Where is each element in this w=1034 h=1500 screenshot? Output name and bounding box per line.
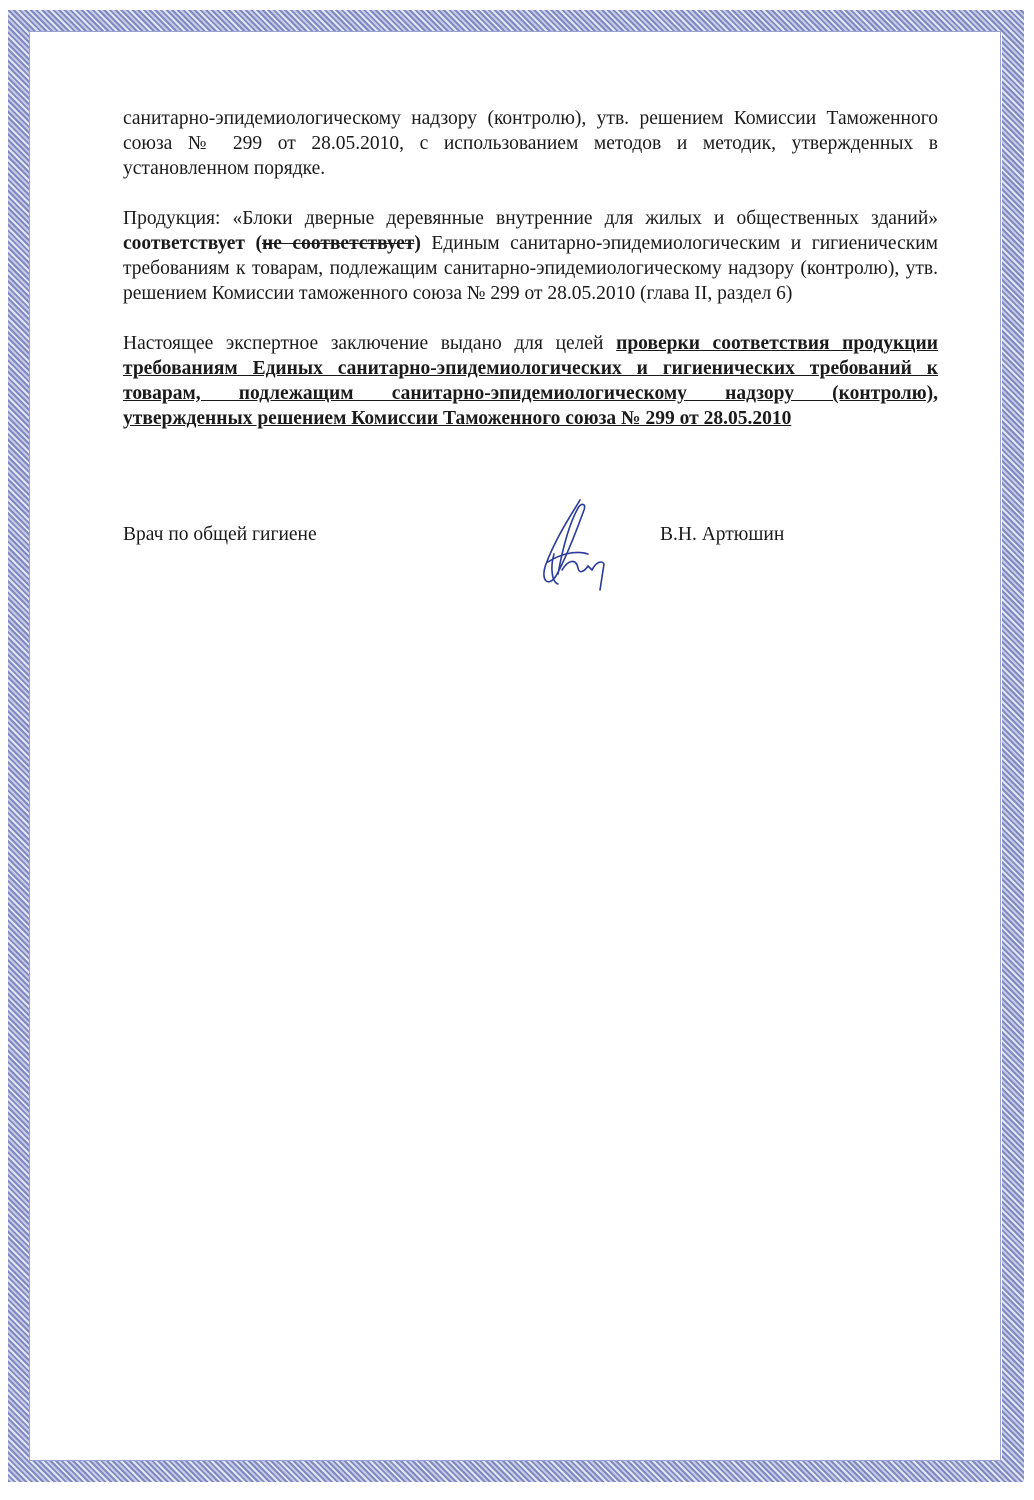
paragraph-product-conformity [123, 206, 938, 306]
purpose-underlined-text: проверки соответствия продукции требованиям Единых санитарно-эпидемиологических и гигиенических требований к товарам, подлежащим санитарно-эпидемиологическому надзору (контролю), утвержденных решением Комиссии Таможенного союза № 299 от 28.05.2010 [123, 333, 938, 429]
paragraph-methods [123, 106, 938, 181]
paragraph-methods-text: санитарно-эпидемиологическому надзору (контролю), утв. решением Комиссии Таможенного союза № 299 от 28.05.2010, с использованием методов и методик, утвержденных в установленном порядке. [123, 108, 938, 179]
handwritten-signature [518, 492, 628, 607]
purpose-intro-text: Настоящее экспертное заключение выдано для целей [123, 333, 617, 354]
signatory-position: Врач по общей гигиене [123, 524, 317, 545]
signatory-name: В.Н. Артюшин [660, 524, 785, 545]
product-intro-text: Продукция: «Блоки дверные деревянные внутренние для жилых и общественных зданий» [123, 208, 938, 229]
paren-open: ( [244, 233, 262, 254]
conformity-verdict: соответствует [123, 233, 245, 254]
document-body [123, 106, 938, 456]
paragraph-purpose [123, 331, 938, 431]
struck-out-verdict: не соответствует [262, 233, 415, 254]
paren-close: ) [414, 233, 421, 254]
signature-block [123, 524, 938, 624]
conformity-requirements-text: Единым санитарно-эпидемиологическим и гигиеническим требованиям к товарам, подлежащим санитарно-эпидемиологическому надзору (контролю), утв. решением Комиссии таможенного союза № 299 от 28.05.2010 (глава II, раздел 6) [123, 233, 938, 304]
